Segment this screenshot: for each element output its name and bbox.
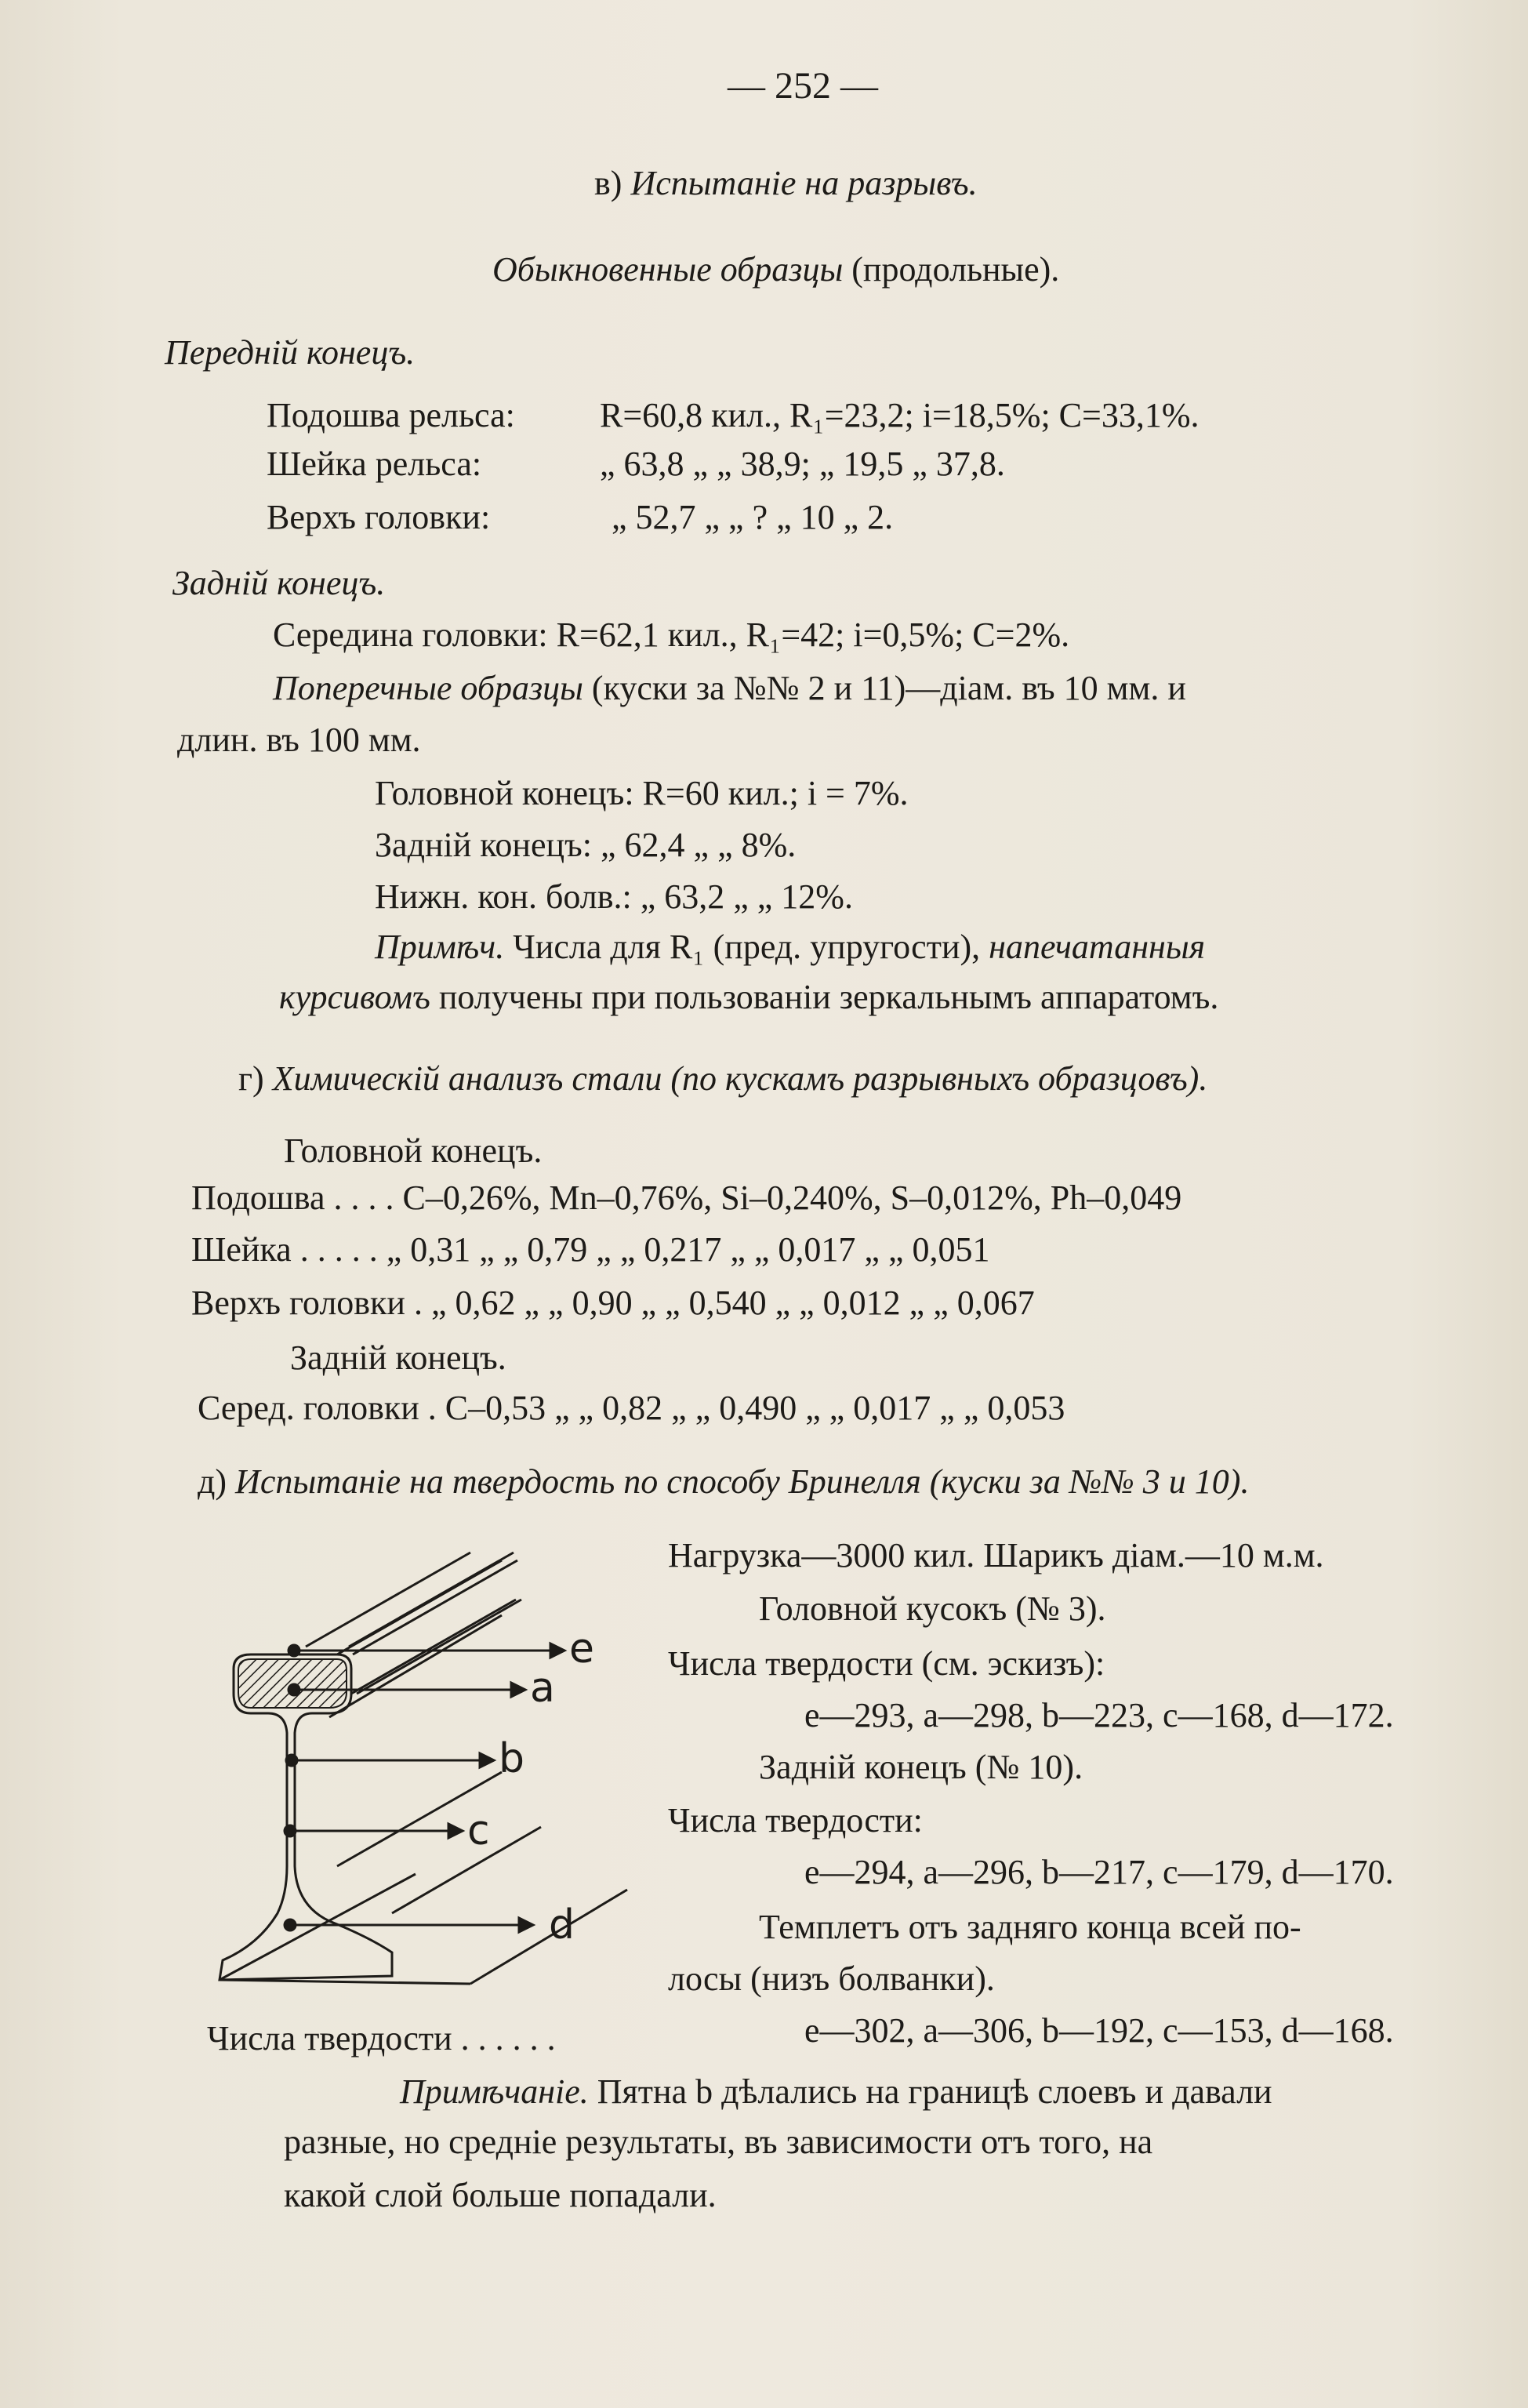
hardness-load: Нагрузка—3000 кил. Шарикъ діам.—10 м.м.: [668, 1536, 1324, 1574]
hardness-note-line-2: разные, но средніе результаты, въ зависимости отъ того, на: [284, 2123, 1153, 2161]
figure-label-c: c: [467, 1807, 490, 1854]
chemical-row: Верхъ головки . „ 0,62 „ „ 0,90 „ „ 0,540 „ „ 0,012 „ „ 0,067: [191, 1284, 1035, 1322]
hardness-heading: [198, 1462, 1250, 1501]
hardness-note-text: Пятна b дѣлались на границѣ слоевъ и давали: [597, 2072, 1272, 2111]
chemical-rear-row: Серед. головки . C–0,53 „ „ 0,82 „ „ 0,490 „ „ 0,017 „ „ 0,053: [198, 1389, 1065, 1427]
figure-label-d: d: [549, 1901, 575, 1949]
tensile-row-label: Верхъ головки:: [267, 498, 491, 536]
templet-values: e—302, a—306, b—192, c—153, d—168.: [804, 2011, 1394, 2050]
chemical-heading: [238, 1059, 1208, 1098]
chemical-heading-prefix: г): [238, 1059, 264, 1098]
tensile-heading-text: Испытаніе на разрывъ.: [630, 164, 978, 202]
tensile-note-label: Примѣч.: [375, 928, 505, 966]
templet-label: Числа твердости . . . . . .: [207, 2019, 556, 2058]
figure-label-b: b: [499, 1735, 525, 1782]
tensile-note-text: Числа для R₁ (пред. упругости),: [513, 928, 981, 966]
hardness-heading-prefix: д): [198, 1462, 227, 1501]
page-number: — 252 —: [728, 65, 878, 107]
rail-sketch-svg: [212, 1537, 635, 1999]
hardness-note-label: Примѣчаніе.: [400, 2072, 589, 2111]
chemical-row: Шейка . . . . . „ 0,31 „ „ 0,79 „ „ 0,217 „ „ 0,017 „ „ 0,051: [191, 1230, 990, 1269]
tensile-note-italic: курсивомъ: [279, 978, 430, 1016]
tensile-note-italic: напечатанныя: [989, 928, 1206, 966]
hardness-note-line-1: [400, 2072, 1272, 2111]
tensile-subheading: [492, 252, 1059, 287]
chemical-rear-end: Задній конецъ.: [290, 1338, 506, 1377]
tensile-subheading-rest: (продольные).: [851, 250, 1060, 289]
chemical-heading-text: Химическій анализъ стали (по кускамъ разрывныхъ образцовъ).: [272, 1059, 1208, 1098]
hardness-numbers-sketch: Числа твердости (см. эскизъ):: [668, 1644, 1105, 1683]
figure-label-e: e: [569, 1625, 594, 1673]
tensile-row-values: R=60,8 кил., R₁=23,2; i=18,5%; C=33,1%.: [600, 396, 1200, 434]
transverse-italic: Поперечные образцы: [273, 669, 583, 707]
transverse-row: Головной конецъ: R=60 кил.; i = 7%.: [375, 774, 909, 812]
tensile-row-values: „ 63,8 „ „ 38,9; „ 19,5 „ 37,8.: [600, 445, 1005, 483]
transverse-rest: (куски за №№ 2 и 11)—діам. въ 10 мм. и: [591, 669, 1186, 707]
hardness-rear-piece: Задній конецъ (№ 10).: [759, 1748, 1083, 1786]
tensile-heading-prefix: в): [594, 164, 622, 202]
tensile-note-line-1: [375, 930, 1205, 964]
front-end-heading: Передній конецъ.: [165, 333, 416, 372]
tensile-note-line-2: [279, 980, 1218, 1015]
hardness-rear-values: e—294, a—296, b—217, c—179, d—170.: [804, 1853, 1394, 1891]
hardness-heading-text: Испытаніе на твердость по способу Бринелля (куски за №№ 3 и 10).: [235, 1462, 1250, 1501]
transverse-row: Нижн. кон. болв.: „ 63,2 „ „ 12%.: [375, 877, 853, 916]
chemical-row: Подошва . . . . C–0,26%, Mn–0,76%, Si–0,240%, S–0,012%, Ph–0,049: [191, 1179, 1182, 1217]
rear-end-row: Середина головки: R=62,1 кил., R₁=42; i=0,5%; C=2%.: [273, 616, 1070, 654]
tensile-note-text: получены при пользованіи зеркальнымъ аппаратомъ.: [438, 978, 1219, 1016]
rear-end-heading: Задній конецъ.: [172, 564, 386, 602]
tensile-heading: [594, 166, 978, 201]
tensile-row-values: „ 52,7 „ „ ? „ 10 „ 2.: [612, 498, 894, 536]
hardness-head-values: e—293, a—298, b—223, c—168, d—172.: [804, 1696, 1394, 1734]
templet-line-1: Темплетъ отъ задняго конца всей по-: [759, 1908, 1301, 1946]
tensile-row-label: Шейка рельса:: [267, 445, 482, 483]
tensile-row-label: Подошва рельса:: [267, 396, 515, 434]
chemical-head-end: Головной конецъ.: [284, 1131, 543, 1170]
hardness-note-line-3: какой слой больше попадали.: [284, 2176, 717, 2214]
hardness-head-piece: Головной кусокъ (№ 3).: [759, 1589, 1106, 1628]
hardness-numbers: Числа твердости:: [668, 1801, 923, 1840]
rail-sketch: [212, 1537, 635, 1999]
figure-label-a: a: [530, 1665, 555, 1712]
transverse-continuation: длин. въ 100 мм.: [177, 721, 421, 759]
tensile-subheading-italic: Обыкновенные образцы: [492, 250, 844, 289]
transverse-line: [273, 671, 1186, 706]
templet-line-2: лосы (низъ болванки).: [668, 1959, 995, 1998]
transverse-row: Задній конецъ: „ 62,4 „ „ 8%.: [375, 826, 797, 864]
